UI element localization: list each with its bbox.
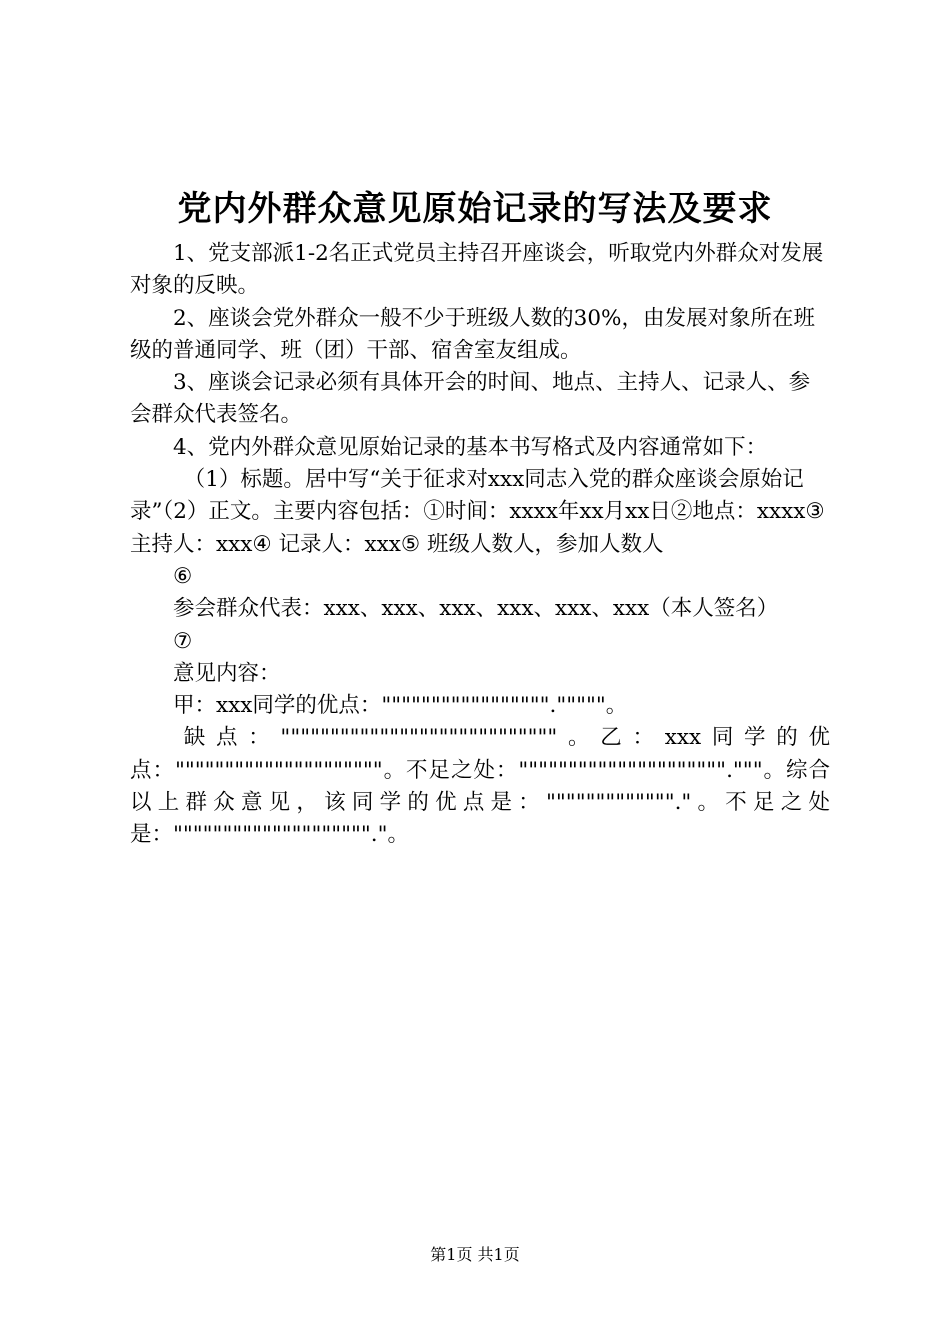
document-title: 党内外群众意见原始记录的写法及要求 bbox=[177, 189, 773, 229]
page-footer: 第1页 共1页 bbox=[430, 1245, 520, 1264]
paragraph-representatives: 参会群众代表：xxx、xxx、xxx、xxx、xxx、xxx（本人签名） bbox=[173, 596, 779, 622]
paragraph-2: 2、座谈会党外群众一般不少于班级人数的30%，由发展对象所在班级的普通同学、班（团）干部、宿舍室友组成。 bbox=[130, 305, 815, 363]
paragraph-opinion-label: 意见内容： bbox=[173, 660, 281, 686]
paragraph-1: 1、党支部派1-2名正式党员主持召开座谈会，听取党内外群众对发展对象的反映。 bbox=[130, 241, 824, 299]
paragraph-format-title: （1）标题。居中写“关于征求对xxx同志入党的群众座谈会原始记录”（2）正文。主要内容包括：①时间：xxxx年xx月xx日②地点：xxxx③ 主持人：xxx④ 记录人：xxx⑤ 班级人数人，参加人数人 bbox=[130, 467, 825, 557]
paragraph-opinion-a: 甲：xxx同学的优点："""""""""""""""""."""""。 bbox=[173, 693, 628, 719]
paragraph-3: 3、座谈会记录必须有具体开会的时间、地点、主持人、记录人、参会群众代表签名。 bbox=[130, 370, 811, 428]
document-body bbox=[130, 238, 830, 852]
paragraph-opinion-summary: 缺点：""""""""""""""""""""""""""""。乙：xxx同学的优点："""""""""""""""""""""。不足之处："""""""""""""""""""""."""。综合以上群众意见，该同学的优点是："""""""""""""."。不足之处是：""""""""""""""""""""."。 bbox=[130, 725, 830, 848]
paragraph-item-7: ⑦ bbox=[173, 628, 193, 654]
paragraph-4: 4、党内外群众意见原始记录的基本书写格式及内容通常如下： bbox=[173, 434, 768, 460]
paragraph-item-6: ⑥ bbox=[173, 563, 193, 589]
